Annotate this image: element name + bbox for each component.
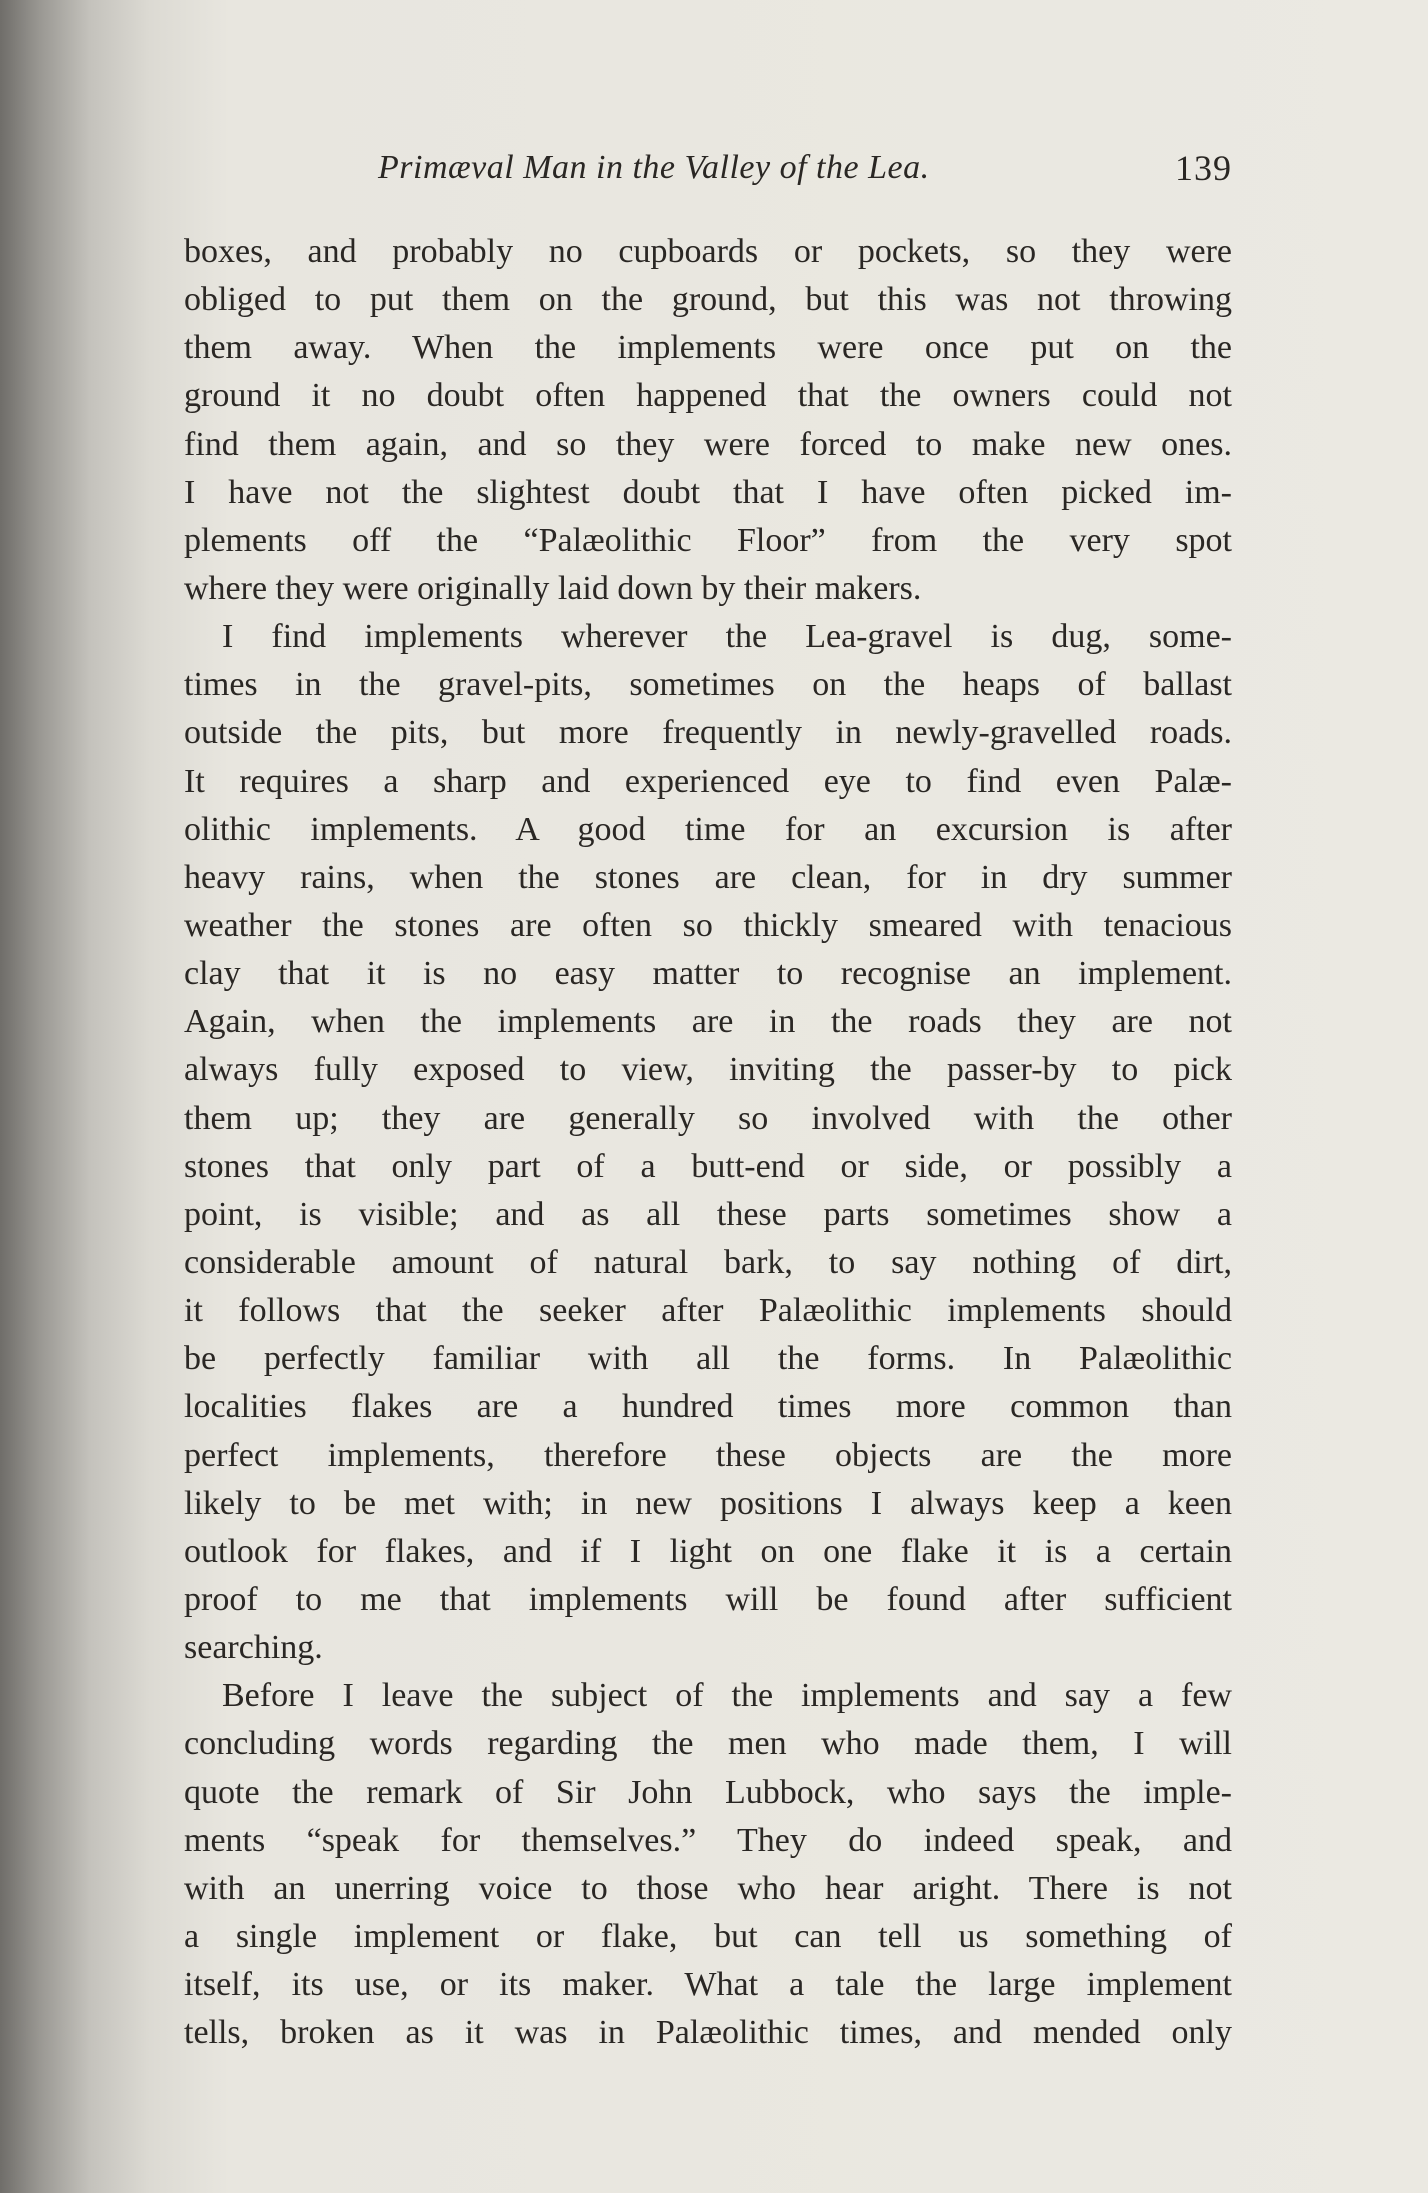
paragraph-start-line: I find implements wherever the Lea-gravel is dug, some- xyxy=(222,618,1232,656)
text-line: heavy rains, when the stones are clean, for in dry summer xyxy=(184,858,1232,896)
text-line: a single implement or flake, but can tell us something of xyxy=(184,1917,1232,1955)
text-line: boxes, and probably no cupboards or pockets, so they were xyxy=(184,233,1232,270)
text-line: itself, its use, or its maker. What a tale the large implement xyxy=(184,1966,1232,2004)
text-line: it follows that the seeker after Palæolithic implements should xyxy=(184,1292,1232,1330)
text-line: olithic implements. A good time for an excursion is after xyxy=(184,810,1232,848)
text-line: them up; they are generally so involved with the other xyxy=(184,1099,1232,1137)
text-line: weather the stones are often so thickly smeared with tenacious xyxy=(184,906,1232,944)
text-line: searching. xyxy=(184,1629,323,1667)
text-line: It requires a sharp and experienced eye to find even Palæ- xyxy=(184,762,1232,800)
text-line: clay that it is no easy matter to recognise an implement. xyxy=(184,955,1232,993)
page-number: 139 xyxy=(1175,148,1232,188)
page-header xyxy=(184,143,1232,193)
text-line: stones that only part of a butt-end or side, or possibly a xyxy=(184,1147,1232,1185)
body-text xyxy=(184,228,1232,2057)
running-title: Primæval Man in the Valley of the Lea. xyxy=(378,149,930,186)
text-line: I have not the slightest doubt that I have often picked im- xyxy=(184,473,1232,511)
text-line: localities flakes are a hundred times more common than xyxy=(184,1388,1232,1426)
text-line: point, is visible; and as all these parts sometimes show a xyxy=(184,1195,1232,1233)
text-line: find them again, and so they were forced to make new ones. xyxy=(184,425,1232,463)
text-line: outlook for flakes, and if I light on one flake it is a certain xyxy=(184,1532,1232,1570)
text-line: plements off the “Palæolithic Floor” from the very spot xyxy=(184,521,1232,559)
text-line: quote the remark of Sir John Lubbock, who says the imple- xyxy=(184,1773,1232,1811)
text-line: ments “speak for themselves.” They do indeed speak, and xyxy=(184,1821,1232,1859)
text-line: Again, when the implements are in the roads they are not xyxy=(184,1003,1232,1041)
text-line: times in the gravel-pits, sometimes on the heaps of ballast xyxy=(184,666,1232,704)
text-line: considerable amount of natural bark, to say nothing of dirt, xyxy=(184,1243,1232,1281)
text-line: always fully exposed to view, inviting the passer-by to pick xyxy=(184,1051,1232,1089)
text-line: with an unerring voice to those who hear aright. There is not xyxy=(184,1869,1232,1907)
text-line: proof to me that implements will be found after sufficient xyxy=(184,1580,1232,1618)
text-line: perfect implements, therefore these objects are the more xyxy=(184,1436,1232,1474)
text-line: obliged to put them on the ground, but this was not throwing xyxy=(184,281,1232,319)
text-line: likely to be met with; in new positions I always keep a keen xyxy=(184,1484,1232,1522)
text-line: them away. When the implements were once put on the xyxy=(184,329,1232,367)
text-line: concluding words regarding the men who made them, I will xyxy=(184,1725,1232,1763)
text-line: ground it no doubt often happened that the owners could not xyxy=(184,377,1232,415)
paragraph-start-line: Before I leave the subject of the implements and say a few xyxy=(222,1677,1232,1715)
text-line: outside the pits, but more frequently in newly-gravelled roads. xyxy=(184,714,1232,752)
text-line: be perfectly familiar with all the forms. In Palæolithic xyxy=(184,1340,1232,1378)
text-line: tells, broken as it was in Palæolithic times, and mended only xyxy=(184,2014,1232,2052)
text-line: where they were originally laid down by their makers. xyxy=(184,569,922,607)
